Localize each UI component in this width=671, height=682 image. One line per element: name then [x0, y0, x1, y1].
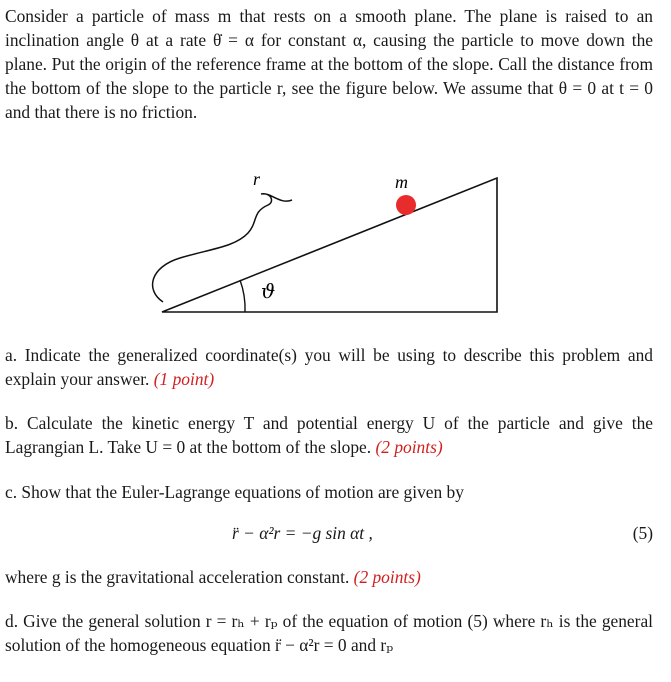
- label-r: r: [253, 169, 261, 189]
- inclined-plane-figure: [140, 165, 520, 325]
- part-a: [5, 343, 653, 391]
- part-c-points: (2 points): [353, 567, 421, 587]
- part-a-text: a. Indicate the generalized coordinate(s) you will be using to describe this problem and explain your answer.: [5, 345, 653, 389]
- part-d: d. Give the general solution r = rₕ + rₚ of the equation of motion (5) where rₕ is the general solution of the homogeneous equation r̈ − α²r = 0 and rₚ: [5, 611, 653, 655]
- part-c-after-text: where g is the gravitational acceleration constant.: [5, 567, 350, 587]
- part-c-after: [5, 565, 653, 589]
- particle: [396, 195, 416, 215]
- equation-number: (5): [632, 523, 653, 543]
- intro-paragraph: Consider a particle of mass m that rests on a smooth plane. The plane is raised to an inclination angle θ at a rate θ̇ = α for constant α, causing the particle to move down the plane. Put the origin of the reference frame at the bottom of the slope. Call the distance from the bottom of the slope to the particle r, see the figure below. We assume that θ = 0 at t = 0 and that there is no friction.: [5, 6, 653, 122]
- part-b: [5, 411, 653, 459]
- inclined-plane: [162, 178, 497, 312]
- part-b-text: b. Calculate the kinetic energy T and potential energy U of the particle and give the Lagrangian L. Take U = 0 at the bottom of the slope.: [5, 413, 653, 457]
- part-a-points: (1 point): [153, 369, 215, 389]
- label-m: m: [395, 172, 408, 192]
- part-c: c. Show that the Euler-Lagrange equations of motion are given by: [5, 482, 464, 502]
- equation-body: r̈ − α²r = −g sin αt ,: [232, 523, 373, 543]
- label-theta: ϑ: [261, 279, 276, 303]
- angle-arc: [240, 280, 245, 312]
- part-b-points: (2 points): [375, 437, 443, 457]
